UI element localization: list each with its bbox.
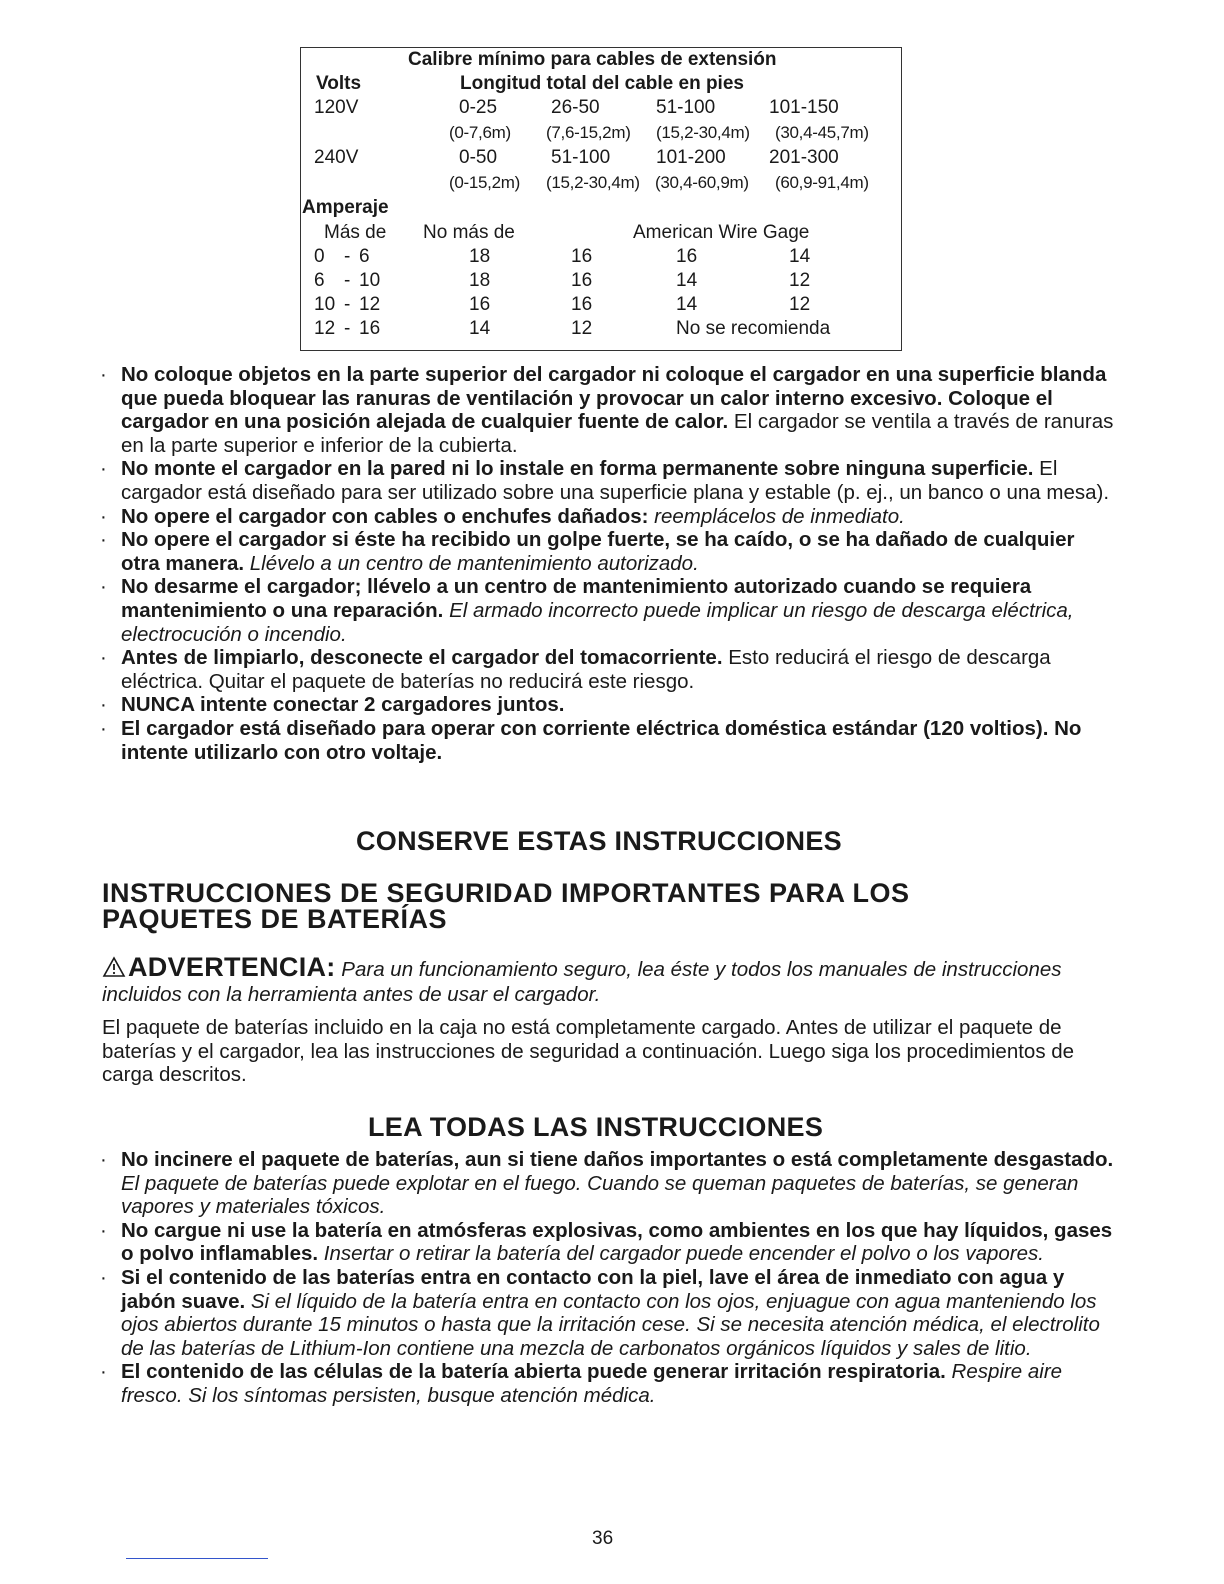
amp-from: 10 [314,294,336,315]
volts-label: Volts [316,73,362,94]
volt-120: 120V [314,97,359,118]
warning-block [102,952,1102,1007]
gauge-cell: 16 [469,294,491,315]
range-cell: 101-200 [656,147,726,168]
range-cell: 26-50 [551,97,600,118]
list-item: · No cargue ni use la batería en atmósferas explosivas, como ambientes en los que hay líquidos, gases o polvo inflamables. Insertar o retirar la batería del cargador puede encender el polvo o los vapores. [100,1218,1113,1266]
more-than-label: Más de [324,222,387,243]
list-item: · No incinere el paquete de baterías, aun si tiene daños importantes o está completamente desgastado. El paquete de baterías puede explotar en el fuego. Cuando se queman paquetes de baterías, se generan vapores y materiales tóxicos. [100,1148,1114,1219]
no-more-than-label: No más de [423,222,515,243]
metric-cell: (60,9-91,4m) [775,173,869,192]
heading-save-instructions: CONSERVE ESTAS INSTRUCCIONES [356,826,842,856]
metric-cell: (30,4-60,9m) [655,173,749,192]
list-item: · No opere el cargador si éste ha recibido un golpe fuerte, se ha caído, o se ha dañado de cualquier otra manera. Llévelo a un centro de mantenimiento autorizado. [100,528,1075,575]
gauge-cell: 16 [676,246,698,267]
metric-cell: (30,4-45,7m) [775,123,869,142]
gauge-cell: 16 [571,294,593,315]
gauge-cell: 16 [571,270,593,291]
length-label: Longitud total del cable en pies [460,73,744,94]
volt-240: 240V [314,147,359,168]
list-item: · NUNCA intente conectar 2 cargadores juntos. [100,693,565,717]
warning-label: ADVERTENCIA: [128,952,336,982]
metric-cell: (7,6-15,2m) [546,123,631,142]
gauge-cell: 14 [676,270,698,291]
amp-from: 0 [314,246,325,267]
list-item: · No opere el cargador con cables o enchufes dañados: reemplácelos de inmediato. [100,504,905,528]
amperage-label: Amperaje [302,197,389,218]
list-item: · No desarme el cargador; llévelo a un centro de mantenimiento autorizado cuando se requiera mantenimiento o una reparación. El armado incorrecto puede implicar un riesgo de descarga eléctrica, electrocución o incendio. [100,575,1074,646]
range-cell: 0-50 [459,147,498,168]
amp-to: 16 [359,318,381,339]
awg-label: American Wire Gage [633,222,810,243]
gauge-cell: 18 [469,270,491,291]
list-item: · El contenido de las células de la batería abierta puede generar irritación respiratoria. Respire aire fresco. Si los síntomas persisten, busque atención médica. [100,1360,1063,1407]
amp-from: 12 [314,318,336,339]
metric-cell: (0-7,6m) [449,123,511,142]
gauge-cell: 12 [789,294,811,315]
gauge-cell: 14 [789,246,811,267]
metric-cell: (15,2-30,4m) [546,173,640,192]
gauge-cell: 12 [789,270,811,291]
gauge-cell: 16 [571,246,593,267]
metric-cell: (15,2-30,4m) [656,123,750,142]
heading-battery-safety: INSTRUCCIONES DE SEGURIDAD IMPORTANTES PARA LOS PAQUETES DE BATERÍAS [102,878,910,934]
gauge-cell: 14 [676,294,698,315]
extension-cord-table: Calibre mínimo para cables de extensión Volts Longitud total del cable en pies 120V 0-25 26-50 51-100 101-150 (0-7,6m) (7,6-15,2m) (15,2-30,4m) (30,4-45,7m) 240V 0-50 51-100 101-200 201-300 (0-15,2m) (15,2-30,4m) (30,4-60,9m) (60,9-91,4m) Amperaje Más de No más de American Wire Gage 0 - 6 18 16 16 14 6 - 10 18 16 14 12 10 - 12 16 16 14 12 12 - 16 14 12 No se recomienda [300,47,902,351]
gauge-cell: 12 [571,318,593,339]
warning-triangle-icon [102,956,126,978]
metric-cell: (0-15,2m) [449,173,520,192]
intro-paragraph: El paquete de baterías incluido en la caja no está completamente cargado. Antes de utilizar el paquete de baterías y el cargador, lea las instrucciones de seguridad a continuación. Luego siga los procedimientos de carga descritos. [102,1016,1075,1087]
list-item: · El cargador está diseñado para operar con corriente eléctrica doméstica estándar (120 voltios). No intente utilizarlo con otro voltaje. [100,716,1082,764]
amp-to: 10 [359,270,381,291]
gauge-cell: 14 [469,318,491,339]
range-cell: 0-25 [459,97,498,118]
list-item: · Si el contenido de las baterías entra en contacto con la piel, lave el área de inmediato con agua y jabón suave. Si el líquido de la batería entra en contacto con los ojos, enjuague con agua manteniendo los ojos abiertos durante 15 minutos o hasta que la irritación cese. Si se necesita atención médica, el electrolito de las baterías de Lithium-Ion contiene una mezcla de carbonatos orgánicos líquidos y sales de litio. [100,1265,1100,1360]
battery-safety-list [98,1148,1118,1408]
warning-text: Para un funcionamiento seguro, lea éste y todos los manuales de instrucciones incluidos con la herramienta antes de usar el cargador. [102,958,1062,1006]
list-item: · Antes de limpiarlo, desconecte el cargador del tomacorriente. Esto reducirá el riesgo de descarga eléctrica. Quitar el paquete de baterías no reducirá este riesgo. [100,646,1051,693]
amp-to: 12 [359,294,381,315]
list-item: · No coloque objetos en la parte superior del cargador ni coloque el cargador en una superficie blanda que pueda bloquear las ranuras de ventilación y provocar un calor interno excesivo. Coloque el cargador en una posición alejada de cualquier fuente de calor. El cargador se ventila a través de ranuras en la parte superior e inferior de la cubierta. [100,363,1114,457]
gauge-cell-not-recommended: No se recomienda [676,318,831,339]
range-cell: 201-300 [769,147,839,168]
gauge-cell: 18 [469,246,491,267]
list-item: · No monte el cargador en la pared ni lo instale en forma permanente sobre ninguna superficie. El cargador está diseñado para ser utilizado sobre una superficie plana y estable (p. ej., un banco o una mesa). [100,457,1110,504]
range-cell: 51-100 [656,97,716,118]
charger-safety-list [98,363,1118,764]
heading-read-all: LEA TODAS LAS INSTRUCCIONES [368,1112,824,1142]
amp-to: 6 [359,246,370,267]
table-title: Calibre mínimo para cables de extensión [408,49,777,70]
amp-from: 6 [314,270,325,291]
range-cell: 101-150 [769,97,839,118]
page-number: 36 [592,1528,614,1549]
footer-rule [126,1558,268,1559]
range-cell: 51-100 [551,147,611,168]
